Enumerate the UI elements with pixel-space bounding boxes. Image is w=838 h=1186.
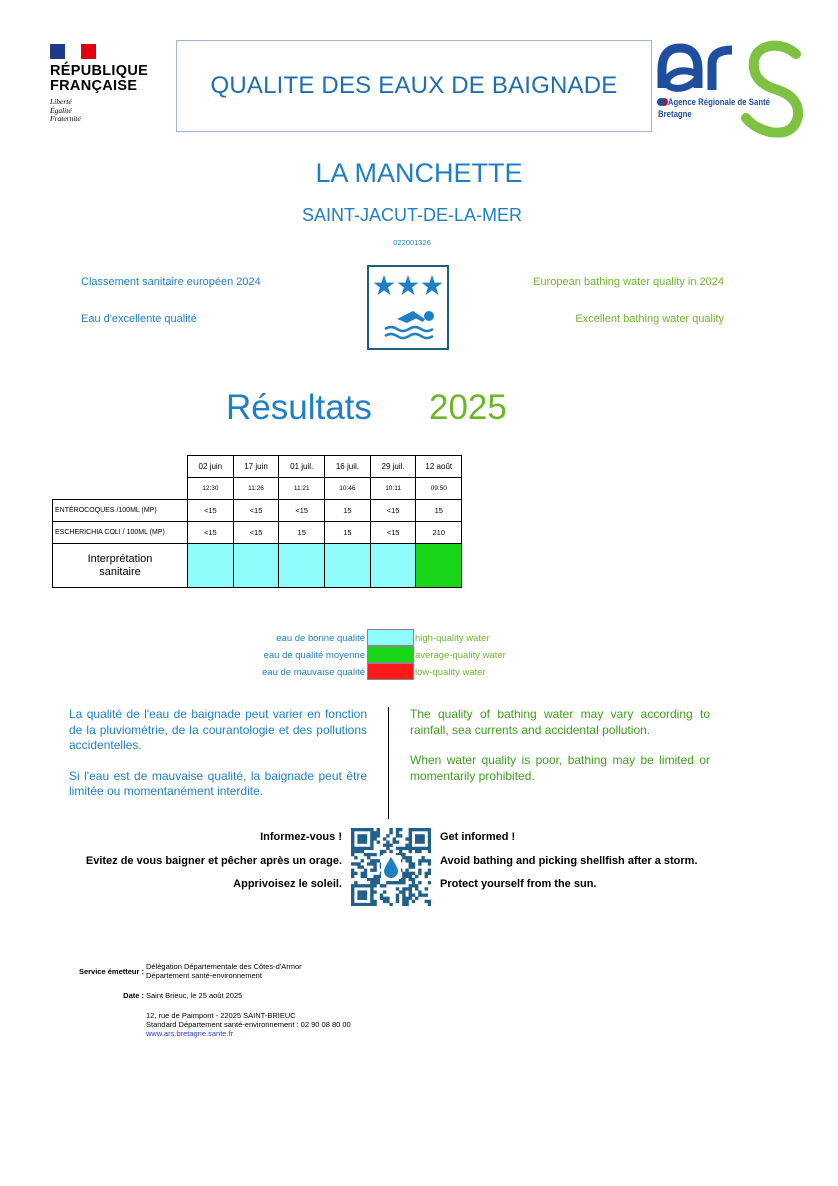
legend-label-fr: eau de qualité moyenne [263, 650, 365, 661]
time-cell: 11:26 [233, 478, 279, 500]
value-cell: 15 [416, 500, 462, 522]
tip-sun-en: Protect yourself from the sun. [440, 878, 597, 890]
ars-region-name: Bretagne [658, 109, 692, 120]
value-cell: 15 [279, 522, 325, 544]
tip-sun-fr: Apprivoisez le soleil. [233, 878, 342, 890]
results-year: 2025 [429, 388, 507, 427]
date-cell: 16 juil. [325, 456, 371, 478]
date-cell: 29 juil. [370, 456, 416, 478]
info-paragraph-fr-1: La qualité de l'eau de baignade peut varier en fonction de la pluviométrie, de la courantologie et des pollutions accidentelles. [69, 707, 367, 752]
date-value: Saint Brieuc, le 25 août 2025 [146, 991, 243, 1000]
motto-egalite: Égalité [50, 105, 72, 115]
date-cell: 01 juil. [279, 456, 325, 478]
time-cell: 12:30 [188, 478, 234, 500]
enterococci-row [53, 500, 462, 522]
interpretation-color-cell [233, 544, 279, 588]
value-cell: 15 [325, 500, 371, 522]
interpretation-color-cell [279, 544, 325, 588]
interpretation-color-cell [188, 544, 234, 588]
interpretation-label: Interprétation sanitaire [53, 544, 188, 588]
parameter-label: ENTÉROCOQUES /100ML (MP) [53, 500, 188, 522]
value-cell: <15 [233, 500, 279, 522]
interpretation-color-cell [370, 544, 416, 588]
ars-logo [656, 40, 806, 140]
service-label: Service émetteur : [78, 967, 144, 976]
value-cell: <15 [370, 500, 416, 522]
phone: Standard Département santé-environnement : 02 90 08 80 00 [146, 1020, 351, 1029]
value-cell: 15 [325, 522, 371, 544]
document-title: QUALITE DES EAUX DE BAIGNADE [210, 72, 618, 99]
value-cell: <15 [188, 522, 234, 544]
motto-liberte: Liberté [50, 97, 72, 106]
tips-fr [86, 826, 342, 897]
site-code: 022001326 [393, 238, 431, 247]
time-row [53, 478, 462, 500]
legend-swatch [367, 663, 414, 680]
legend-label-fr: eau de mauvaise qualité [262, 667, 365, 678]
tip-storm-en: Avoid bathing and picking shellfish after a storm. [440, 854, 698, 867]
value-cell: <15 [233, 522, 279, 544]
tip-storm-fr: Evitez de vous baigner et pêcher après un orage. [85, 854, 342, 867]
value-cell: <15 [279, 500, 325, 522]
results-label: Résultats [226, 388, 372, 427]
classification-label-fr: Classement sanitaire européen 2024 [81, 276, 261, 288]
ars-agency-name: Agence Régionale de Santé [667, 97, 771, 108]
site-commune: SAINT-JACUT-DE-LA-MER [301, 205, 523, 225]
date-cell: 02 juin [188, 456, 234, 478]
info-paragraph-en-2: When water quality is poor, bathing may be limited or momentarily prohibited. [410, 753, 710, 783]
classification-label-en: European bathing water quality in 2024 [533, 276, 724, 288]
value-cell: 210 [416, 522, 462, 544]
info-text-en [410, 707, 710, 799]
time-cell: 10:11 [370, 478, 416, 500]
qr-code-icon[interactable] [351, 828, 431, 906]
republique-line-2: FRANÇAISE [50, 78, 138, 94]
quality-label-en: Excellent bathing water quality [575, 313, 724, 325]
date-label: Date : [123, 991, 144, 1000]
time-cell: 10:46 [325, 478, 371, 500]
french-flag-icon [50, 44, 96, 59]
info-paragraph-fr-2: Si l'eau est de mauvaise qualité, la baignade peut être limitée ou momentanément interdite. [69, 768, 367, 798]
tip-get-informed-en: Get informed ! [440, 831, 516, 843]
republique-line-1: RÉPUBLIQUE [50, 63, 149, 79]
date-cell: 12 août [416, 456, 462, 478]
results-table [52, 455, 462, 588]
date-row [53, 456, 462, 478]
date-cell: 17 juin [233, 456, 279, 478]
legend-label-en: low-quality water [415, 667, 486, 678]
site-name: LA MANCHETTE [315, 158, 523, 188]
service-line-1: Délégation Départementale des Côtes-d'Armor [146, 962, 302, 971]
tip-get-informed-fr: Informez-vous ! [260, 831, 342, 843]
motto-fraternite: Fraternité [50, 114, 81, 123]
legend-swatch [367, 646, 414, 663]
document-title-box [176, 40, 652, 132]
value-cell: <15 [188, 500, 234, 522]
legend-swatch [367, 629, 414, 646]
three-stars-swimmer-icon [369, 267, 447, 348]
quality-label-fr: Eau d'excellente qualité [81, 313, 197, 325]
value-cell: <15 [370, 522, 416, 544]
ecoli-row [53, 522, 462, 544]
excellent-quality-badge [367, 265, 449, 350]
republique-francaise-logo [50, 44, 165, 134]
info-paragraph-en-1: The quality of bathing water may vary according to rainfall, sea currents and accidental pollution. [410, 707, 710, 737]
time-cell: 11:21 [279, 478, 325, 500]
info-divider [388, 707, 389, 819]
interpretation-color-cell [416, 544, 462, 588]
tips-en [440, 826, 698, 897]
legend-label-fr: eau de bonne qualité [276, 633, 365, 644]
interpretation-row [53, 544, 462, 588]
parameter-label: ESCHERICHIA COLI / 100ML (MP) [53, 522, 188, 544]
info-text-fr [69, 707, 367, 815]
interpretation-color-cell [325, 544, 371, 588]
time-cell: 09:50 [416, 478, 462, 500]
website-link[interactable]: www.ars.bretagne.sante.fr [146, 1029, 234, 1038]
legend-label-en: average-quality water [415, 650, 506, 661]
ars-logo-icon [656, 40, 806, 140]
legend-label-en: high-quality water [415, 633, 490, 644]
service-line-2: Département santé-environnement [146, 971, 262, 980]
address: 12, rue de Paimpont - 22025 SAINT-BRIEUC [146, 1011, 296, 1020]
